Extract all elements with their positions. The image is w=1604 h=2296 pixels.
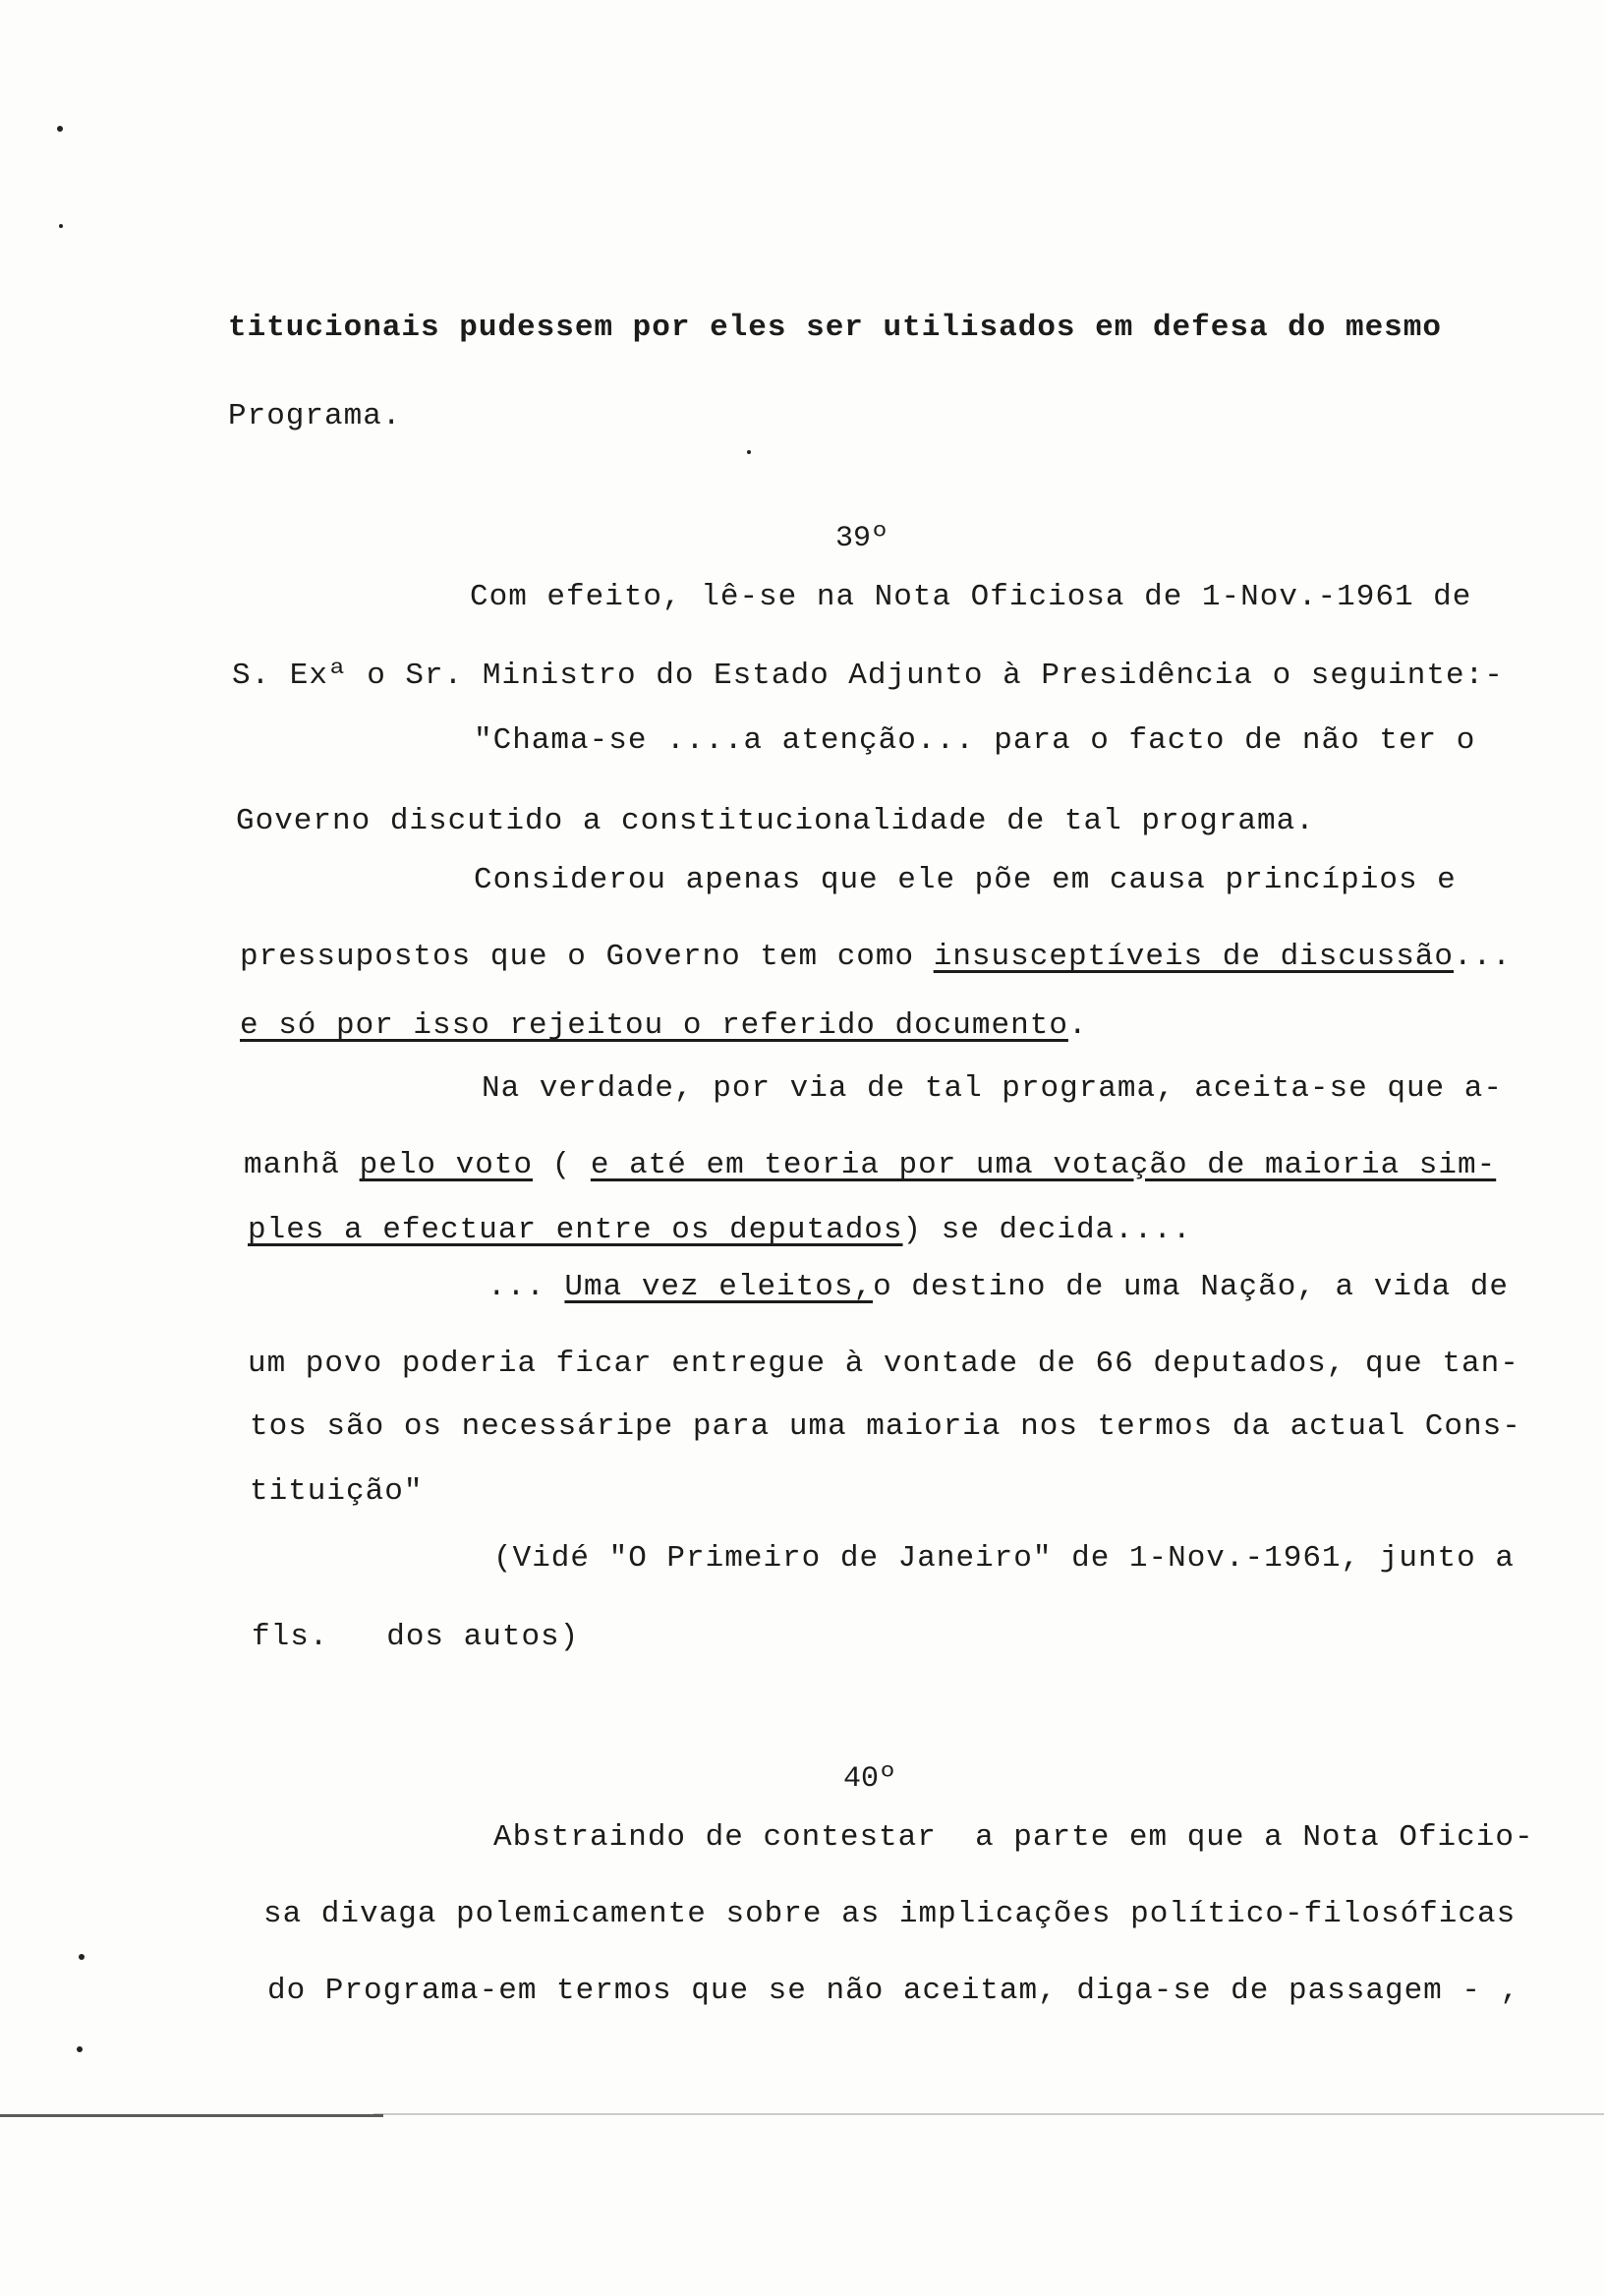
text-line <box>493 1818 1534 1858</box>
text-line <box>474 861 1457 900</box>
scan-speck <box>747 450 751 454</box>
text-fragment: ... <box>487 1270 565 1304</box>
text-line <box>250 1472 423 1512</box>
text-fragment: "Chama-se ....a atenção... para o facto de não ter o <box>474 723 1476 758</box>
text-fragment: Abstraindo de contestar a parte em que a Nota Oficio- <box>493 1820 1534 1855</box>
text-fragment: ( <box>533 1148 591 1182</box>
underlined-text: e só por isso rejeitou o referido documento <box>240 1008 1068 1043</box>
page-edge-shadow <box>373 2113 1604 2115</box>
text-line <box>240 938 1512 977</box>
scan-speck <box>59 224 63 228</box>
text-fragment: Governo discutido a constitucionalidade de tal programa. <box>236 804 1315 838</box>
text-fragment: sa divaga polemicamente sobre as implicações político-filosóficas <box>263 1897 1517 1931</box>
scan-speck <box>77 2046 83 2052</box>
text-fragment: ) se decida.... <box>902 1213 1192 1247</box>
text-line <box>228 397 401 436</box>
text-line <box>240 1006 1088 1046</box>
text-line <box>482 1069 1503 1109</box>
text-fragment: ... <box>1454 940 1512 974</box>
text-line <box>228 309 1442 348</box>
text-fragment: Com efeito, lê-se na Nota Oficiosa de 1-Nov.-1961 de <box>470 580 1472 614</box>
text-fragment: Na verdade, por via de tal programa, aceita-se que a- <box>482 1071 1503 1106</box>
underlined-text: insusceptíveis de discussão <box>933 940 1455 974</box>
text-fragment: Programa. <box>228 399 402 433</box>
text-fragment: pressupostos que o Governo tem como <box>240 940 934 974</box>
underlined-text: ples a efectuar entre os deputados <box>248 1213 903 1247</box>
text-line <box>232 657 1504 696</box>
text-fragment: (Vidé "O Primeiro de Janeiro" de 1-Nov.-1961, junto a <box>493 1541 1515 1576</box>
text-fragment: . <box>1067 1008 1088 1043</box>
page-bottom-edge <box>0 2114 383 2117</box>
text-fragment: S. Exª o Sr. Ministro do Estado Adjunto à Presidência o seguinte:- <box>232 659 1504 693</box>
text-fragment: Considerou apenas que ele põe em causa princípios e <box>474 863 1457 897</box>
text-fragment: manhã <box>244 1148 360 1182</box>
scan-speck <box>79 1954 85 1960</box>
text-fragment: tituição" <box>250 1474 424 1509</box>
text-line <box>487 1268 1509 1307</box>
underlined-text: Uma vez eleitos, <box>564 1270 874 1304</box>
scan-speck <box>57 126 63 132</box>
text-line <box>248 1345 1519 1384</box>
section-number: 40º <box>843 1762 897 1796</box>
text-fragment: tos são os necessáripe para uma maioria nos termos da actual Cons- <box>250 1409 1521 1444</box>
underlined-text: e até em teoria por uma votação de maioria sim- <box>590 1148 1497 1182</box>
text-line <box>267 1972 1519 2011</box>
text-fragment: fls. dos autos) <box>252 1620 580 1654</box>
text-line <box>263 1895 1516 1934</box>
underlined-text: pelo voto <box>359 1148 534 1182</box>
text-fragment: do Programa-em termos que se não aceitam, diga-se de passagem - , <box>267 1974 1520 2008</box>
text-line <box>252 1618 579 1657</box>
text-fragment: titucionais pudessem por eles ser utilisados em defesa do mesmo <box>228 311 1442 345</box>
text-line <box>250 1407 1521 1447</box>
text-fragment: o destino de uma Nação, a vida de <box>873 1270 1509 1304</box>
text-line <box>236 802 1315 841</box>
text-line <box>244 1146 1496 1185</box>
text-line <box>493 1539 1515 1578</box>
text-fragment: um povo poderia ficar entregue à vontade de 66 deputados, que tan- <box>248 1347 1519 1381</box>
text-line <box>248 1211 1192 1250</box>
section-number: 39º <box>835 522 889 555</box>
text-line <box>474 721 1475 761</box>
text-line <box>470 578 1471 617</box>
